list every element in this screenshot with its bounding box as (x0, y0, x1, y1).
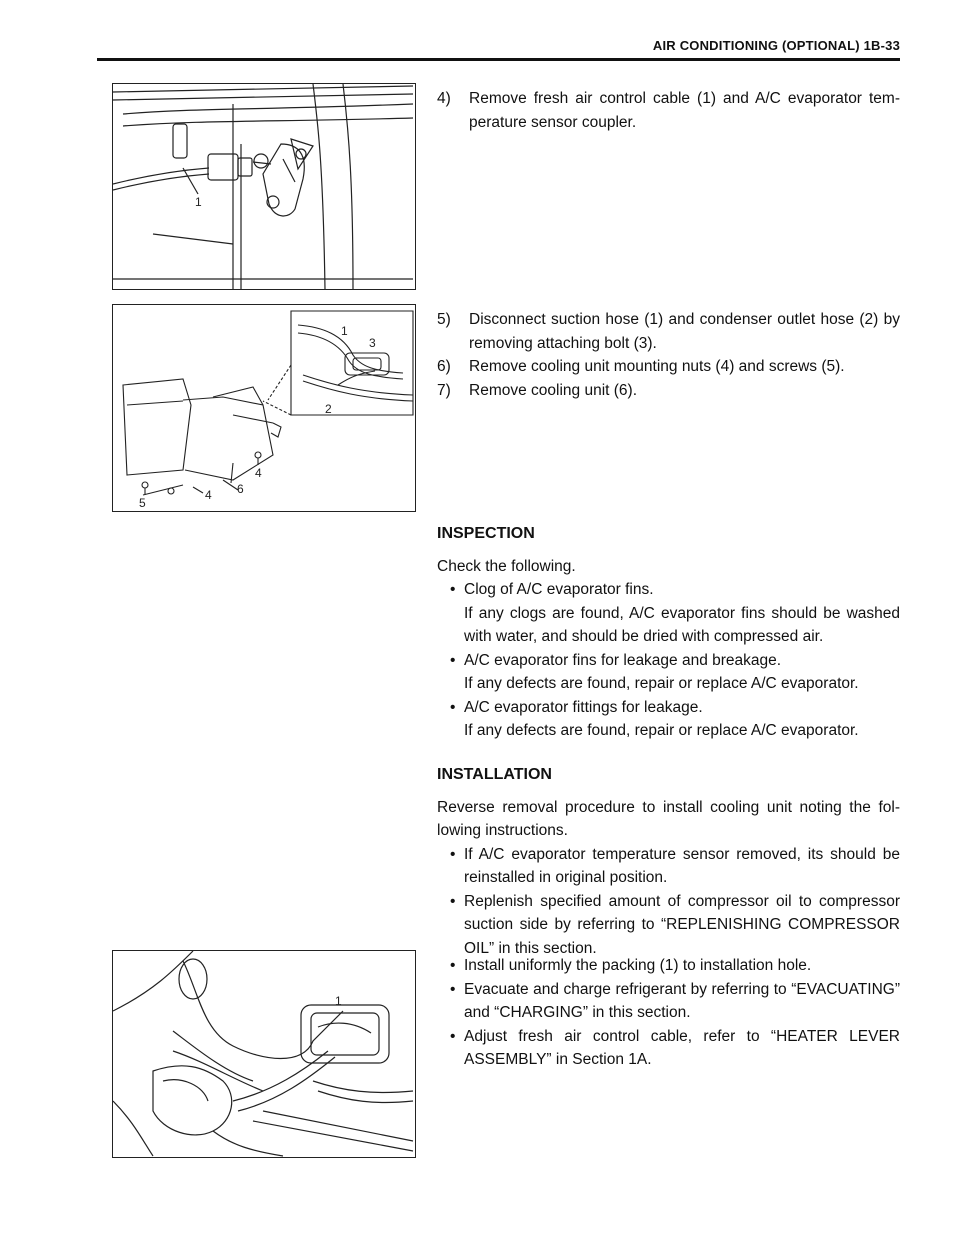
callout-suction-hose: 1 (341, 324, 348, 338)
installation-heading: INSTALLATION (437, 766, 552, 783)
callout-screw: 5 (139, 496, 146, 510)
list-item-text: Replenish specified amount of compressor oil to compressor suction side by referring to “REPLENISHING COMPRESSOR OIL” in this section. (464, 892, 900, 957)
step-4-block (437, 87, 900, 134)
list-item-text: A/C evaporator fittings for leakage. (464, 698, 703, 716)
step-number: 4) (437, 90, 451, 107)
list-item (450, 843, 900, 890)
list-item (450, 978, 900, 1025)
step-number: 7) (437, 381, 451, 399)
list-item (450, 649, 900, 673)
installation-section (437, 763, 900, 960)
list-item (450, 890, 900, 961)
bullet-glyph: • (450, 1027, 456, 1045)
list-item (450, 954, 900, 978)
list-item-note: If any clogs are found, A/C evaporator fins should be washed with water, and should be dried with compressed air. (464, 604, 900, 645)
callout-nut-left: 4 (205, 488, 212, 502)
callout-bolt: 3 (369, 336, 376, 350)
fresh-air-cable-illustration (113, 84, 415, 289)
step-text: Remove fresh air control cable (1) and A/C evaporator temperature sensor coupler. (469, 90, 900, 131)
bullet-glyph: • (450, 980, 456, 998)
callout-cooling-unit: 6 (237, 482, 244, 496)
inspection-intro: Check the following. (437, 557, 576, 575)
callout-nut-right: 4 (255, 466, 262, 480)
list-item-text: Evacuate and charge refrigerant by referring to “EVACUATING” and “CHARGING” in this section. (464, 980, 900, 1021)
callout-packing: 1 (335, 994, 342, 1008)
list-item-text: Install uniformly the packing (1) to installation hole. (464, 957, 812, 974)
inspection-section (437, 522, 900, 743)
figure-fresh-air-cable (112, 83, 416, 290)
list-item (450, 1025, 900, 1072)
list-item-text: A/C evaporator fins for leakage and breakage. (464, 651, 782, 669)
step-number: 6) (437, 358, 451, 375)
packing-install-illustration (113, 951, 415, 1157)
list-item (450, 578, 900, 602)
step-text: Remove cooling unit (6). (469, 381, 637, 399)
bullet-glyph: • (450, 698, 456, 716)
step-item (437, 87, 900, 134)
bullet-glyph: • (450, 581, 456, 598)
list-item-text: Adjust fresh air control cable, refer to “HEATER LEVER ASSEMBLY” in Section 1A. (464, 1027, 900, 1068)
bullet-glyph: • (450, 845, 456, 863)
step-item (437, 308, 900, 355)
callout-1: 1 (195, 195, 202, 209)
step-text: Disconnect suction hose (1) and condenser outlet hose (2) by removing attaching bolt (3). (469, 311, 900, 352)
figure-cooling-unit (112, 304, 416, 512)
step-item (437, 379, 900, 403)
figure-packing-install (112, 950, 416, 1158)
installation-intro: Reverse removal procedure to install cooling unit noting the following instructions. (437, 798, 900, 839)
list-item-note: If any defects are found, repair or replace A/C evaporator. (464, 675, 859, 692)
header-rule (97, 58, 900, 61)
page-header: AIR CONDITIONING (OPTIONAL) 1B-33 (652, 38, 900, 53)
bullet-glyph: • (450, 651, 456, 669)
bullet-glyph: • (450, 957, 456, 974)
list-item-text: Clog of A/C evaporator fins. (464, 581, 654, 598)
list-item-note: If any defects are found, repair or replace A/C evaporator. (464, 722, 859, 739)
inspection-heading: INSPECTION (437, 525, 535, 542)
installation-final-block (437, 954, 900, 1072)
bullet-glyph: • (450, 892, 456, 910)
step-number: 5) (437, 311, 451, 328)
cooling-unit-illustration (113, 305, 415, 511)
step-text: Remove cooling unit mounting nuts (4) and screws (5). (469, 358, 845, 375)
callout-outlet-hose: 2 (325, 402, 332, 416)
list-item-text: If A/C evaporator temperature sensor removed, its should be reinstalled in original position. (464, 845, 900, 886)
steps-5-7-block (437, 308, 900, 402)
step-item (437, 355, 900, 379)
list-item (450, 696, 900, 720)
